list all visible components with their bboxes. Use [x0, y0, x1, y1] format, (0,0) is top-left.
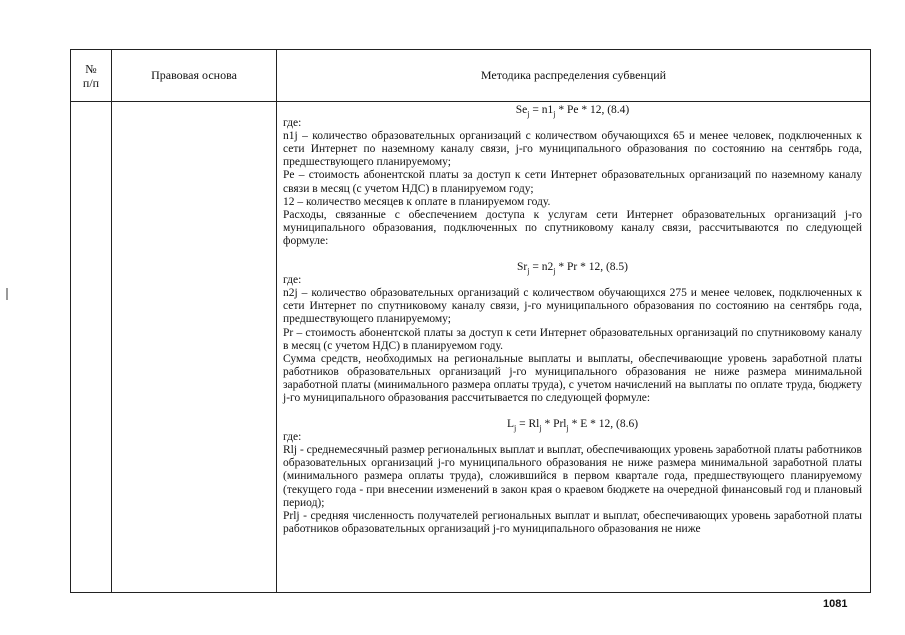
- number-cell: [71, 102, 112, 593]
- page-number: 1081: [823, 598, 848, 610]
- methodology-cell: [277, 102, 871, 593]
- header-row: [71, 50, 871, 102]
- text-pr-definition: Pr – стоимость абонентской платы за доступ к сети Интернет образовательных организаций по спутниковому каналу в месяц (с учетом НДС) в планируемом году.: [283, 326, 862, 352]
- text-n1-definition: n1j – количество образовательных организаций с количеством обучающихся 65 и менее человек, подключенных к сети Интернет по наземному каналу связи, j-го муниципального образования по состоянию на сентябрь года, предшествующего планируемому;: [283, 130, 862, 169]
- text-pe-definition: Pe – стоимость абонентской платы за доступ к сети Интернет образовательных организаций по наземному каналу связи в месяц (с учетом НДС) в планируемом году;: [283, 169, 862, 195]
- formula-8-4: $Se_j = n1_j * Pe * 12$, (8.4): [515, 104, 630, 119]
- header-legal-basis: Правовая основа: [112, 50, 277, 102]
- header-methodology: Методика распределения субвенций: [277, 50, 871, 102]
- document-table: [70, 49, 871, 593]
- text-months-definition: 12 – количество месяцев к оплате в планируемом году.: [283, 195, 551, 208]
- legal-cell: [112, 102, 277, 593]
- text-prl-definition: Prlj - средняя численность получателей региональных выплат и выплат, обеспечивающих уровень заработной платы работников образовательных организаций j-го муниципального образования не ниже: [283, 509, 862, 535]
- formula-8-6: $L_j = Rl_j * Prl_j * E * 12$, (8.6): [506, 418, 639, 433]
- text-n2-definition: n2j – количество образовательных организаций с количеством обучающихся 275 и менее человек, подключенных к сети Интернет по спутниковому каналу связи, j-го муниципального образования по состоянию на сентябрь года, предшествующего планируемому;: [283, 287, 862, 326]
- text-where-3: где:: [283, 431, 302, 444]
- scan-artifact: [6, 288, 8, 300]
- text-where-2: где:: [283, 274, 302, 287]
- header-number: № п/п: [71, 50, 112, 102]
- text-sum-description: Сумма средств, необходимых на региональные выплаты и выплаты, обеспечивающие уровень заработной платы работников образовательных организаций j-го муниципального образования не ниже размера минимальной заработной платы (минимального размера оплаты труда), с учетом начислений на выплаты по оплате труда, бюджету j-го муниципального образования рассчитывается по следующей формуле:: [283, 352, 862, 404]
- text-rl-definition: Rlj - среднемесячный размер региональных выплат и выплат, обеспечивающих уровень заработной платы работников образовательных организаций j-го муниципального образования не ниже размера минимальной заработной платы (минимального размера оплаты труда), сложившийся в первом квартале года, предшествующего планируемому (текущего года - при внесении изменений в закон края о краевом бюджете на очередной финансовый год и плановый период);: [283, 444, 862, 509]
- body-row: [71, 102, 871, 593]
- text-satellite-expenses: Расходы, связанные с обеспечением доступа к услугам сети Интернет образовательных организаций j-го муниципального образования, подключенных по спутниковому каналу связи, рассчитываются по следующей формуле:: [283, 208, 862, 247]
- text-where-1: где:: [283, 117, 302, 130]
- formula-8-5: $Sr_j = n2_j * Pr * 12$, (8.5): [517, 261, 628, 276]
